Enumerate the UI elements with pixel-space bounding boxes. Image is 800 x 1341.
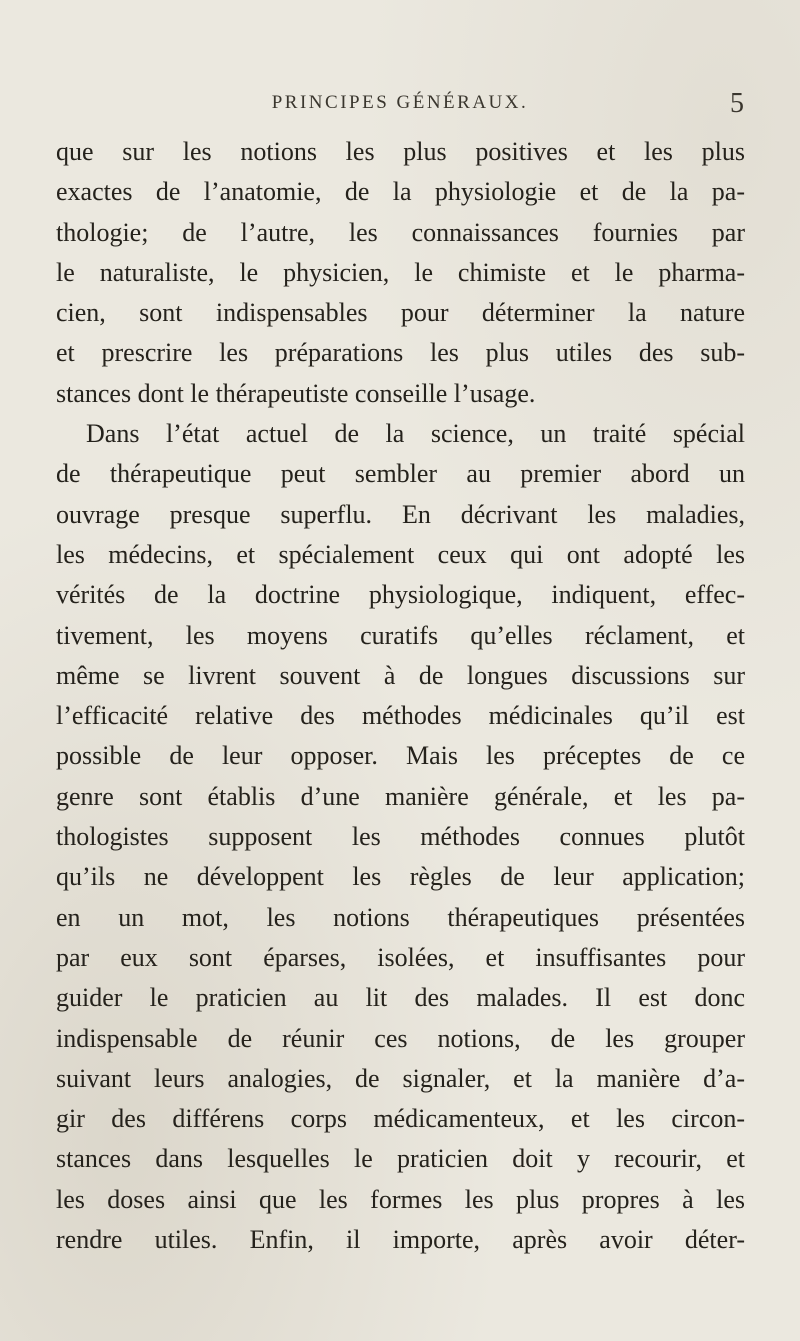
- text-line: de thérapeutique peut sembler au premier abord un: [56, 459, 745, 489]
- text-line: suivant leurs analogies, de signaler, et la manière d’a-: [56, 1063, 745, 1093]
- text-line: ouvrage presque superflu. En décrivant les maladies,: [56, 499, 745, 529]
- text-line: stances dans lesquelles le praticien doit y recourir, et: [56, 1144, 745, 1174]
- text-line: thologie; de l’autre, les connaissances fournies par: [56, 217, 745, 247]
- text-line: les médecins, et spécialement ceux qui ont adopté les: [56, 539, 745, 569]
- text-line: guider le praticien au lit des malades. Il est donc: [56, 983, 745, 1013]
- text-line: même se livrent souvent à de longues discussions sur: [56, 660, 745, 690]
- body-text: [56, 132, 745, 1260]
- text-line: en un mot, les notions thérapeutiques présentées: [56, 902, 745, 932]
- text-line: par eux sont éparses, isolées, et insuffisantes pour: [56, 942, 745, 972]
- text-line: le naturaliste, le physicien, le chimiste et le pharma-: [56, 257, 745, 287]
- text-line: que sur les notions les plus positives et les plus: [56, 137, 745, 166]
- text-line: gir des différens corps médicamenteux, et les circon-: [56, 1104, 745, 1134]
- text-line: qu’ils ne développent les règles de leur application;: [56, 862, 745, 892]
- page-header: [56, 88, 744, 122]
- page-number: 5: [730, 88, 744, 119]
- text-line: rendre utiles. Enfin, il importe, après avoir déter-: [56, 1225, 745, 1255]
- running-head: PRINCIPES GÉNÉRAUX.: [271, 92, 529, 113]
- text-line: genre sont établis d’une manière générale, et les pa-: [56, 781, 745, 811]
- text-line: cien, sont indispensables pour déterminer la nature: [56, 298, 745, 328]
- text-line: possible de leur opposer. Mais les préceptes de ce: [56, 741, 745, 771]
- text-line: l’efficacité relative des méthodes médicinales qu’il est: [56, 701, 745, 731]
- text-line: et prescrire les préparations les plus utiles des sub-: [56, 338, 745, 368]
- text-line: exactes de l’anatomie, de la physiologie et de la pa-: [56, 177, 745, 207]
- text-line: stances dont le thérapeutiste conseille l’usage.: [56, 378, 536, 408]
- text-line: Dans l’état actuel de la science, un traité spécial: [86, 419, 745, 449]
- text-line: indispensable de réunir ces notions, de les grouper: [56, 1023, 745, 1053]
- text-line: vérités de la doctrine physiologique, indiquent, effec-: [56, 580, 745, 610]
- text-line: les doses ainsi que les formes les plus propres à les: [56, 1184, 745, 1214]
- text-line: tivement, les moyens curatifs qu’elles réclament, et: [56, 620, 745, 650]
- text-line: thologistes supposent les méthodes connues plutôt: [56, 822, 745, 852]
